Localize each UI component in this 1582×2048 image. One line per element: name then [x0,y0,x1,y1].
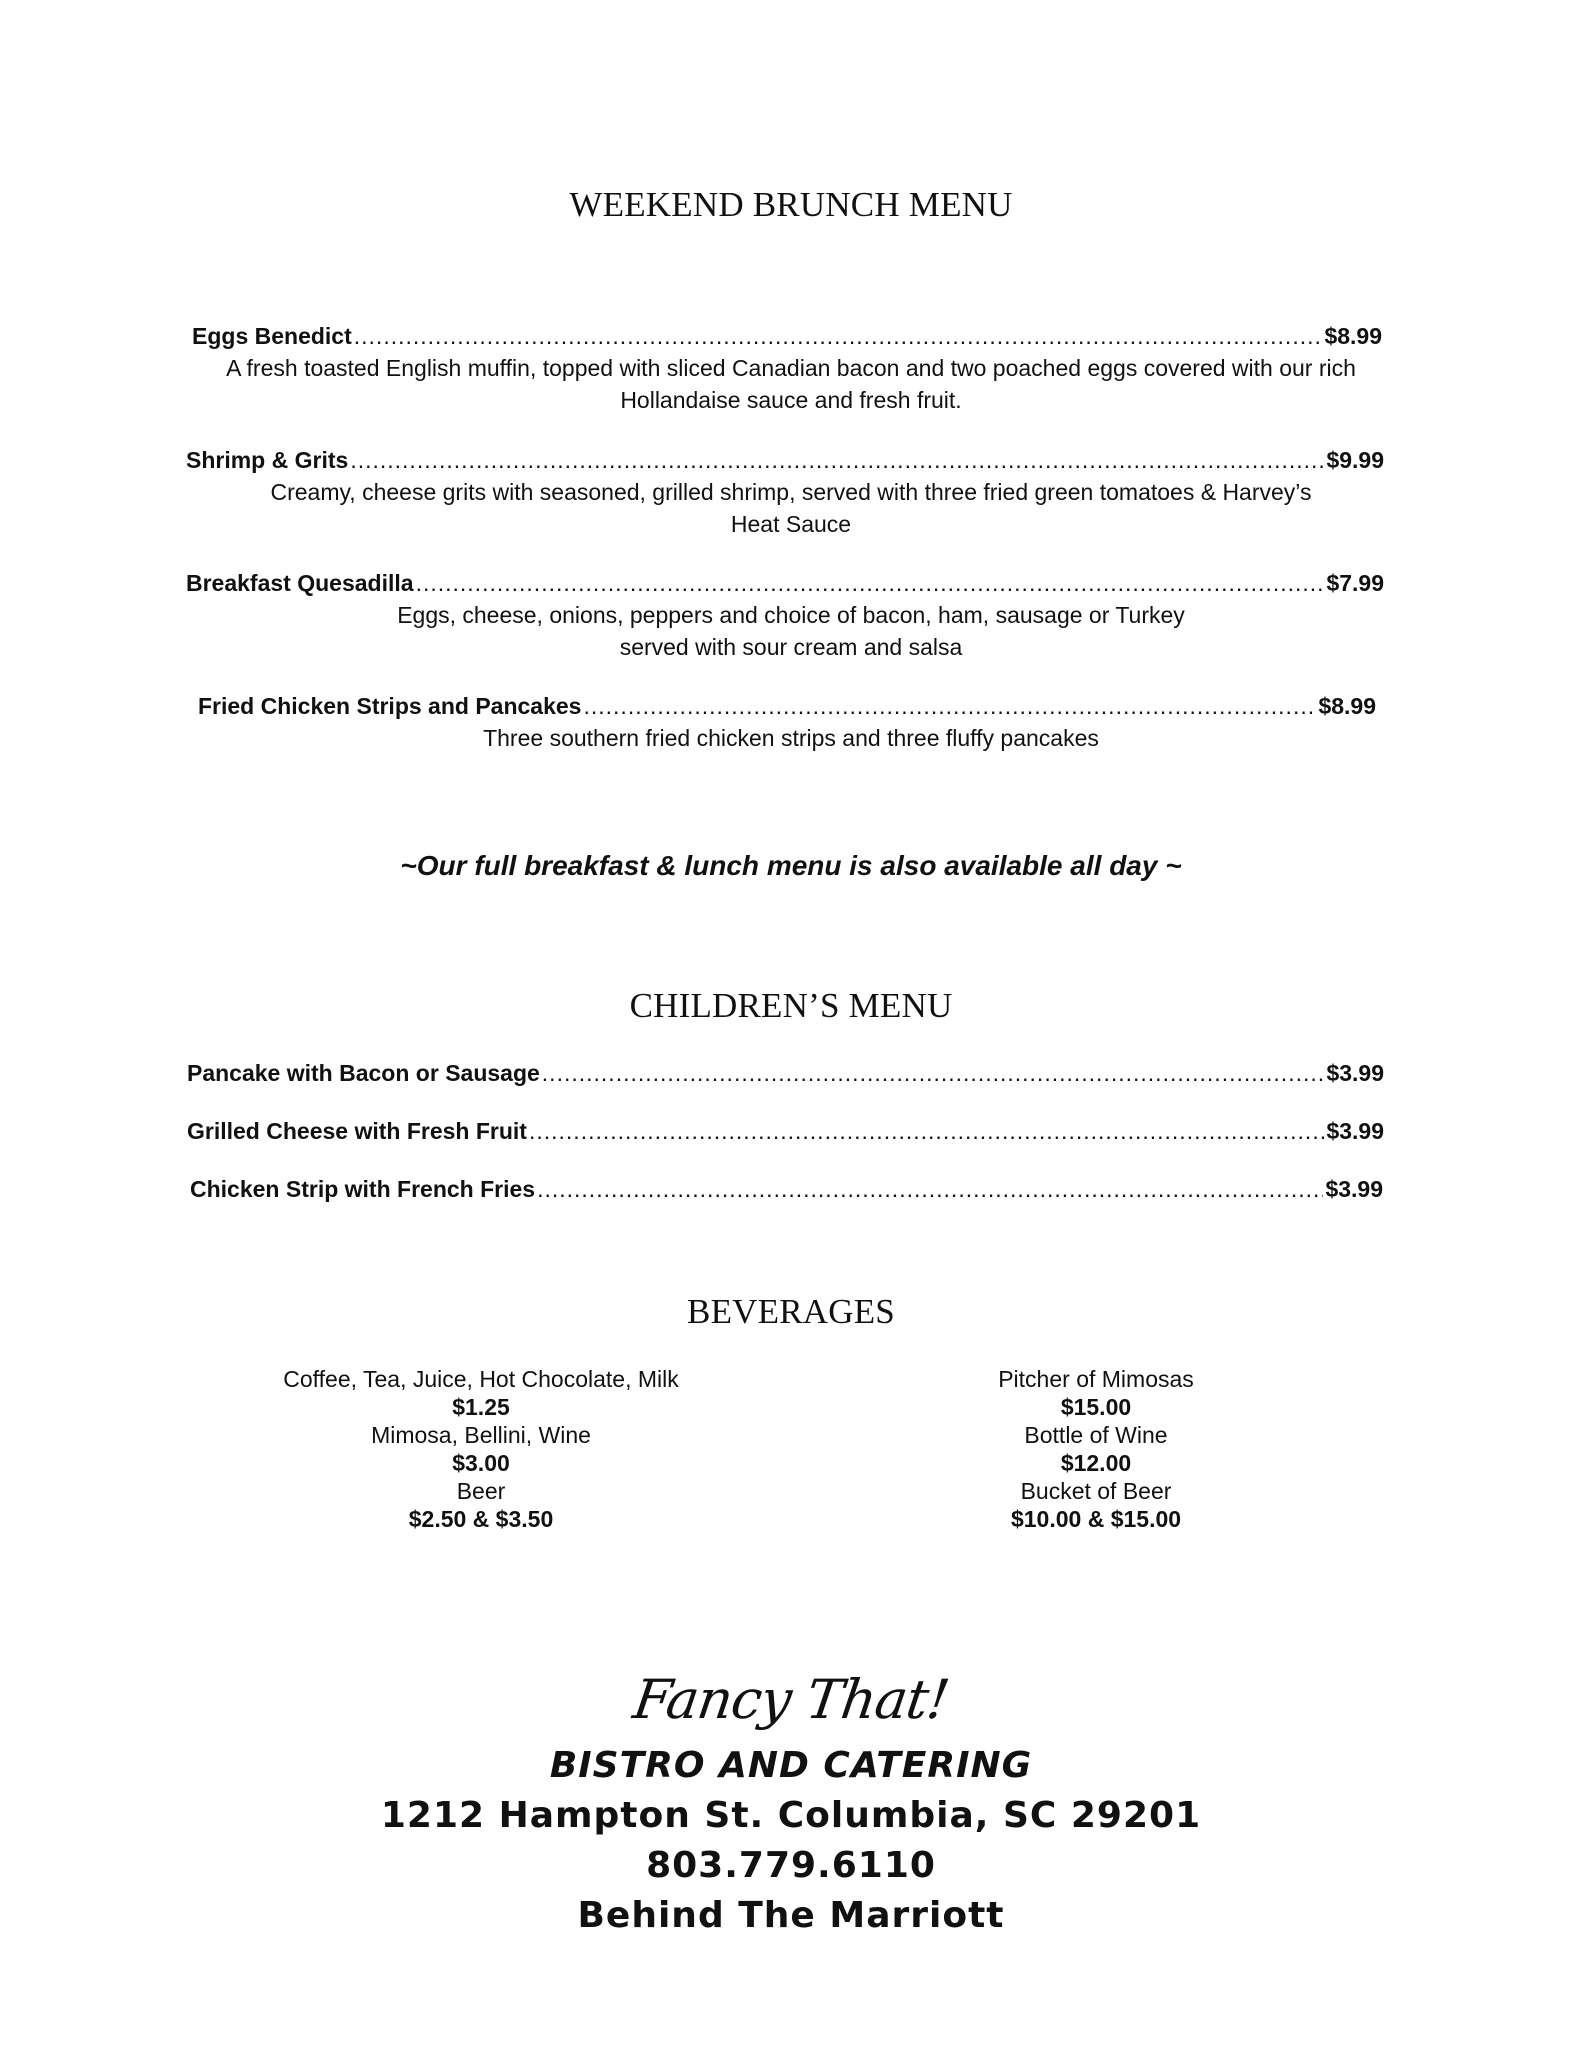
beverage-name: Beer [456,1478,506,1504]
item-description [0,599,1582,663]
item-price: $3.99 [1325,1176,1383,1202]
description-line: Three southern fried chicken strips and three fluffy pancakes [483,725,1099,751]
item-price: $3.99 [1326,1118,1384,1144]
beverage-price: $15.00 [1060,1394,1132,1420]
logo-script-text: Fancy That! [629,1668,953,1731]
beverage-price: $12.00 [1060,1450,1132,1476]
beverage-name: Bottle of Wine [1024,1422,1168,1448]
item-name: Pancake with Bacon or Sausage [187,1060,540,1086]
beverages-right-column [836,1365,1356,1533]
phone-number: 803.779.6110 [646,1845,936,1886]
item-price: $8.99 [1324,323,1382,349]
kids-item-chicken-strip [190,1176,1383,1203]
item-description [0,352,1582,416]
kids-item-grilled-cheese [187,1118,1384,1145]
item-name: Shrimp & Grits [186,447,349,473]
description-line: Creamy, cheese grits with seasoned, grilled shrimp, served with three fried green tomatoes & Harvey’s [270,479,1312,505]
dot-leader [354,323,1323,350]
menu-item-breakfast-quesadilla [186,570,1384,597]
item-description [0,722,1582,754]
beverage-price: $3.00 [452,1450,510,1476]
dot-leader [529,1118,1324,1145]
beverage-name: Pitcher of Mimosas [998,1366,1194,1392]
item-price: $7.99 [1326,570,1384,596]
beverage-name: Coffee, Tea, Juice, Hot Chocolate, Milk [283,1366,679,1392]
item-price: $3.99 [1326,1060,1384,1086]
description-line: Eggs, cheese, onions, peppers and choice of bacon, ham, sausage or Turkey [397,602,1185,628]
item-description [0,476,1582,540]
item-name: Eggs Benedict [192,323,352,349]
dot-leader [583,693,1316,720]
dot-leader [537,1176,1323,1203]
menu-item-eggs-benedict [192,323,1382,350]
beverage-name: Mimosa, Bellini, Wine [371,1422,591,1448]
item-name: Chicken Strip with French Fries [190,1176,536,1202]
description-line: A fresh toasted English muffin, topped with sliced Canadian bacon and two poached eggs covered with our rich [226,355,1356,381]
dot-leader [542,1060,1325,1087]
item-price: $9.99 [1326,447,1384,473]
item-price: $8.99 [1318,693,1376,719]
address: 1212 Hampton St. Columbia, SC 29201 [380,1795,1202,1836]
childrens-heading: CHILDREN’S MENU [629,986,953,1025]
beverages-heading: BEVERAGES [687,1292,895,1331]
description-line: served with sour cream and salsa [619,634,963,660]
logo [0,1668,1582,1731]
beverage-name: Bucket of Beer [1020,1478,1172,1504]
beverage-price: $2.50 & $3.50 [408,1506,554,1532]
item-name: Fried Chicken Strips and Pancakes [198,693,582,719]
beverages-left-column [221,1365,741,1533]
description-line: Hollandaise sauce and fresh fruit. [620,387,962,413]
dot-leader [416,570,1325,597]
description-line: Heat Sauce [730,511,852,537]
beverage-price: $10.00 & $15.00 [1010,1506,1182,1532]
brunch-heading: WEEKEND BRUNCH MENU [569,185,1013,224]
menu-item-shrimp-grits [186,447,1384,474]
business-subtitle: BISTRO AND CATERING [549,1745,1033,1786]
dot-leader [350,447,1324,474]
location-note: Behind The Marriott [577,1895,1005,1936]
kids-item-pancake [187,1060,1384,1087]
beverage-price: $1.25 [452,1394,510,1420]
item-name: Grilled Cheese with Fresh Fruit [187,1118,527,1144]
all-day-note: ~Our full breakfast & lunch menu is also available all day ~ [400,850,1182,881]
item-name: Breakfast Quesadilla [186,570,414,596]
menu-item-chicken-pancakes [198,693,1376,720]
